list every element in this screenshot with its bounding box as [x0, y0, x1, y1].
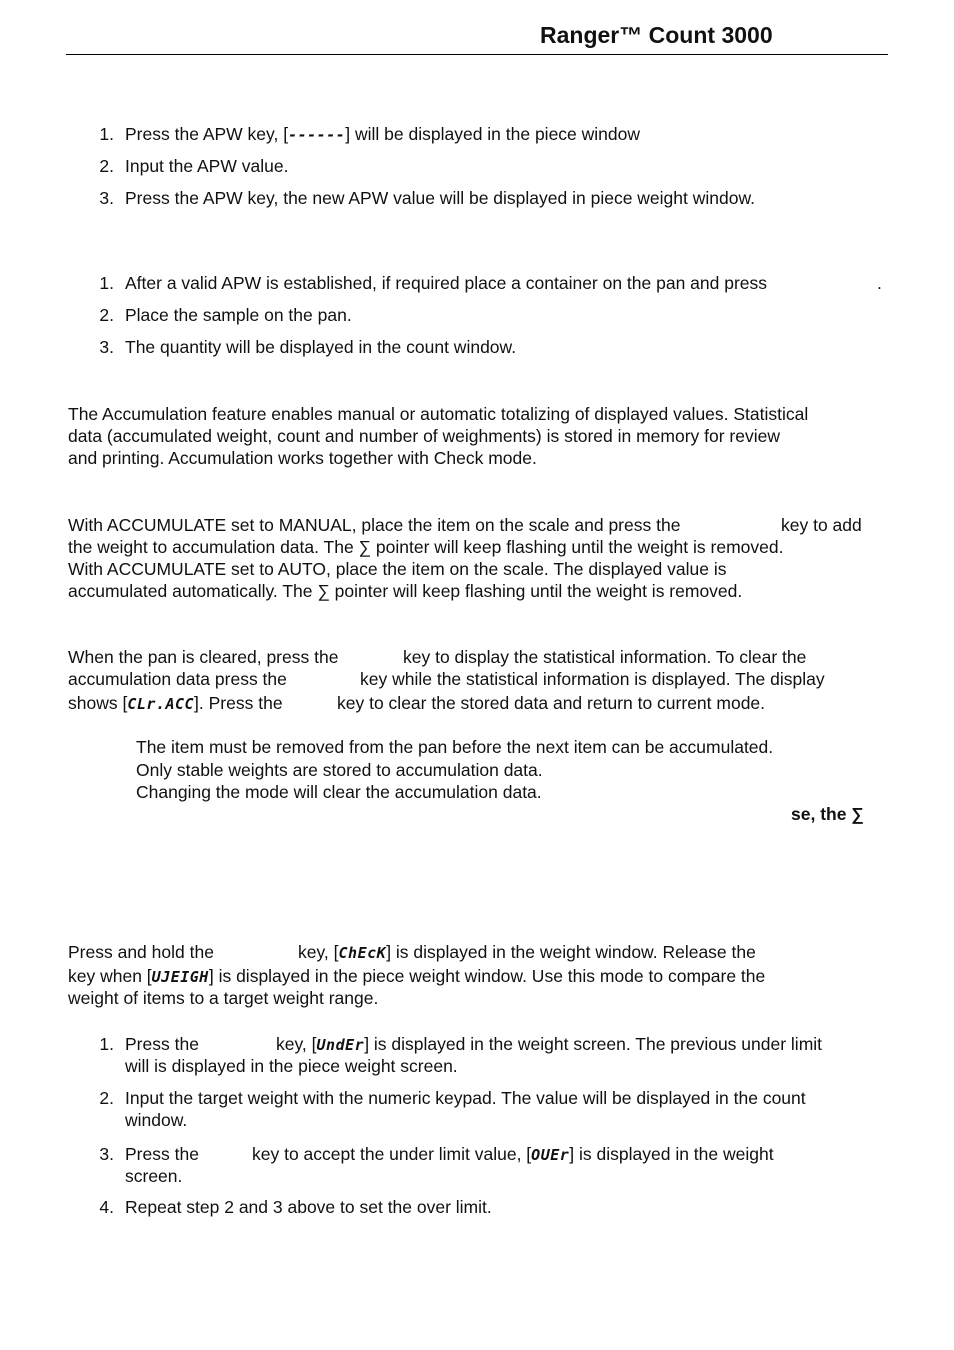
count-step-2: Place the sample on the pan.: [125, 305, 352, 325]
check-para-line: weight of items to a target weight range.: [68, 988, 379, 1008]
accumulate-para-line: key to add: [781, 515, 862, 535]
stats-para-line: key while the statistical information is displayed. The display: [360, 669, 825, 689]
step-number: 4.: [99, 1197, 114, 1217]
note-line: Only stable weights are stored to accumulation data.: [136, 760, 543, 780]
check-step-3-cont: screen.: [125, 1166, 183, 1186]
check-step-2-cont: window.: [125, 1110, 188, 1130]
step-number: 3.: [99, 188, 114, 208]
step-text: key, [: [276, 1034, 317, 1054]
accumulation-intro-line: The Accumulation feature enables manual or automatic totalizing of displayed values. Statistical: [68, 404, 809, 424]
step-number: 3.: [99, 1144, 114, 1164]
apw-step-3: Press the APW key, the new APW value will be displayed in piece weight window.: [125, 188, 755, 208]
header-divider: [66, 54, 888, 55]
step-number: 3.: [99, 337, 114, 357]
accumulation-intro-line: data (accumulated weight, count and number of weighments) is stored in memory for review: [68, 426, 780, 446]
check-para-line: [68, 966, 765, 987]
step-number: 1.: [99, 273, 114, 293]
check-step-2: Input the target weight with the numeric keypad. The value will be displayed in the count: [125, 1088, 806, 1108]
display-code: UndEr: [316, 1036, 365, 1054]
para-text: key, [: [298, 942, 339, 962]
note-tail: se, the ∑: [791, 804, 864, 824]
step-number: 2.: [99, 156, 114, 176]
check-para-line: [298, 942, 756, 963]
apw-step-1: [125, 124, 640, 145]
step-text: key to accept the under limit value, [: [252, 1144, 532, 1164]
check-step-3: Press the: [125, 1144, 199, 1164]
display-code: ChEcK: [338, 944, 387, 962]
check-step-3: [252, 1144, 774, 1165]
count-step-3: The quantity will be displayed in the count window.: [125, 337, 517, 357]
step-text: ] will be displayed in the piece window: [345, 124, 641, 144]
accumulate-para-line: With ACCUMULATE set to AUTO, place the item on the scale. The displayed value is: [68, 559, 727, 579]
check-step-1-cont: will is displayed in the piece weight screen.: [125, 1056, 458, 1076]
check-step-1: Press the: [125, 1034, 199, 1054]
display-code: ------: [288, 126, 346, 144]
page-header-title: Ranger™ Count 3000: [540, 22, 773, 48]
para-text: ]. Press the: [194, 693, 283, 713]
para-text: shows [: [68, 693, 128, 713]
para-text: key when [: [68, 966, 152, 986]
para-text: ] is displayed in the weight window. Release the: [386, 942, 756, 962]
apw-step-2: Input the APW value.: [125, 156, 289, 176]
check-step-4: Repeat step 2 and 3 above to set the over limit.: [125, 1197, 492, 1217]
para-text: ] is displayed in the piece weight window. Use this mode to compare the: [208, 966, 766, 986]
count-step-1-tail: .: [877, 273, 882, 293]
stats-para-line: key to clear the stored data and return to current mode.: [337, 693, 766, 713]
check-para-line: Press and hold the: [68, 942, 214, 962]
check-step-1: [276, 1034, 822, 1055]
step-text: ] is displayed in the weight screen. The previous under limit: [364, 1034, 823, 1054]
display-code: CLr.ACC: [127, 695, 195, 713]
accumulate-para-line: the weight to accumulation data. The ∑ pointer will keep flashing until the weight is removed.: [68, 537, 784, 557]
display-code: UJEIGH: [151, 968, 209, 986]
stats-para-line: When the pan is cleared, press the: [68, 647, 339, 667]
accumulate-para-line: With ACCUMULATE set to MANUAL, place the item on the scale and press the: [68, 515, 681, 535]
step-number: 2.: [99, 305, 114, 325]
accumulation-intro-line: and printing. Accumulation works together with Check mode.: [68, 448, 537, 468]
stats-para-line: key to display the statistical information. To clear the: [403, 647, 807, 667]
step-text: ] is displayed in the weight: [569, 1144, 774, 1164]
note-line: Changing the mode will clear the accumulation data.: [136, 782, 542, 802]
note-line: The item must be removed from the pan before the next item can be accumulated.: [136, 737, 774, 757]
step-number: 1.: [99, 124, 114, 144]
stats-para-line: accumulation data press the: [68, 669, 287, 689]
step-number: 1.: [99, 1034, 114, 1054]
count-step-1: After a valid APW is established, if required place a container on the pan and press: [125, 273, 768, 293]
accumulate-para-line: accumulated automatically. The ∑ pointer will keep flashing until the weight is removed.: [68, 581, 743, 601]
stats-para-line: [68, 693, 283, 714]
step-number: 2.: [99, 1088, 114, 1108]
step-text: Press the APW key, [: [125, 124, 289, 144]
display-code: OUEr: [531, 1146, 570, 1164]
